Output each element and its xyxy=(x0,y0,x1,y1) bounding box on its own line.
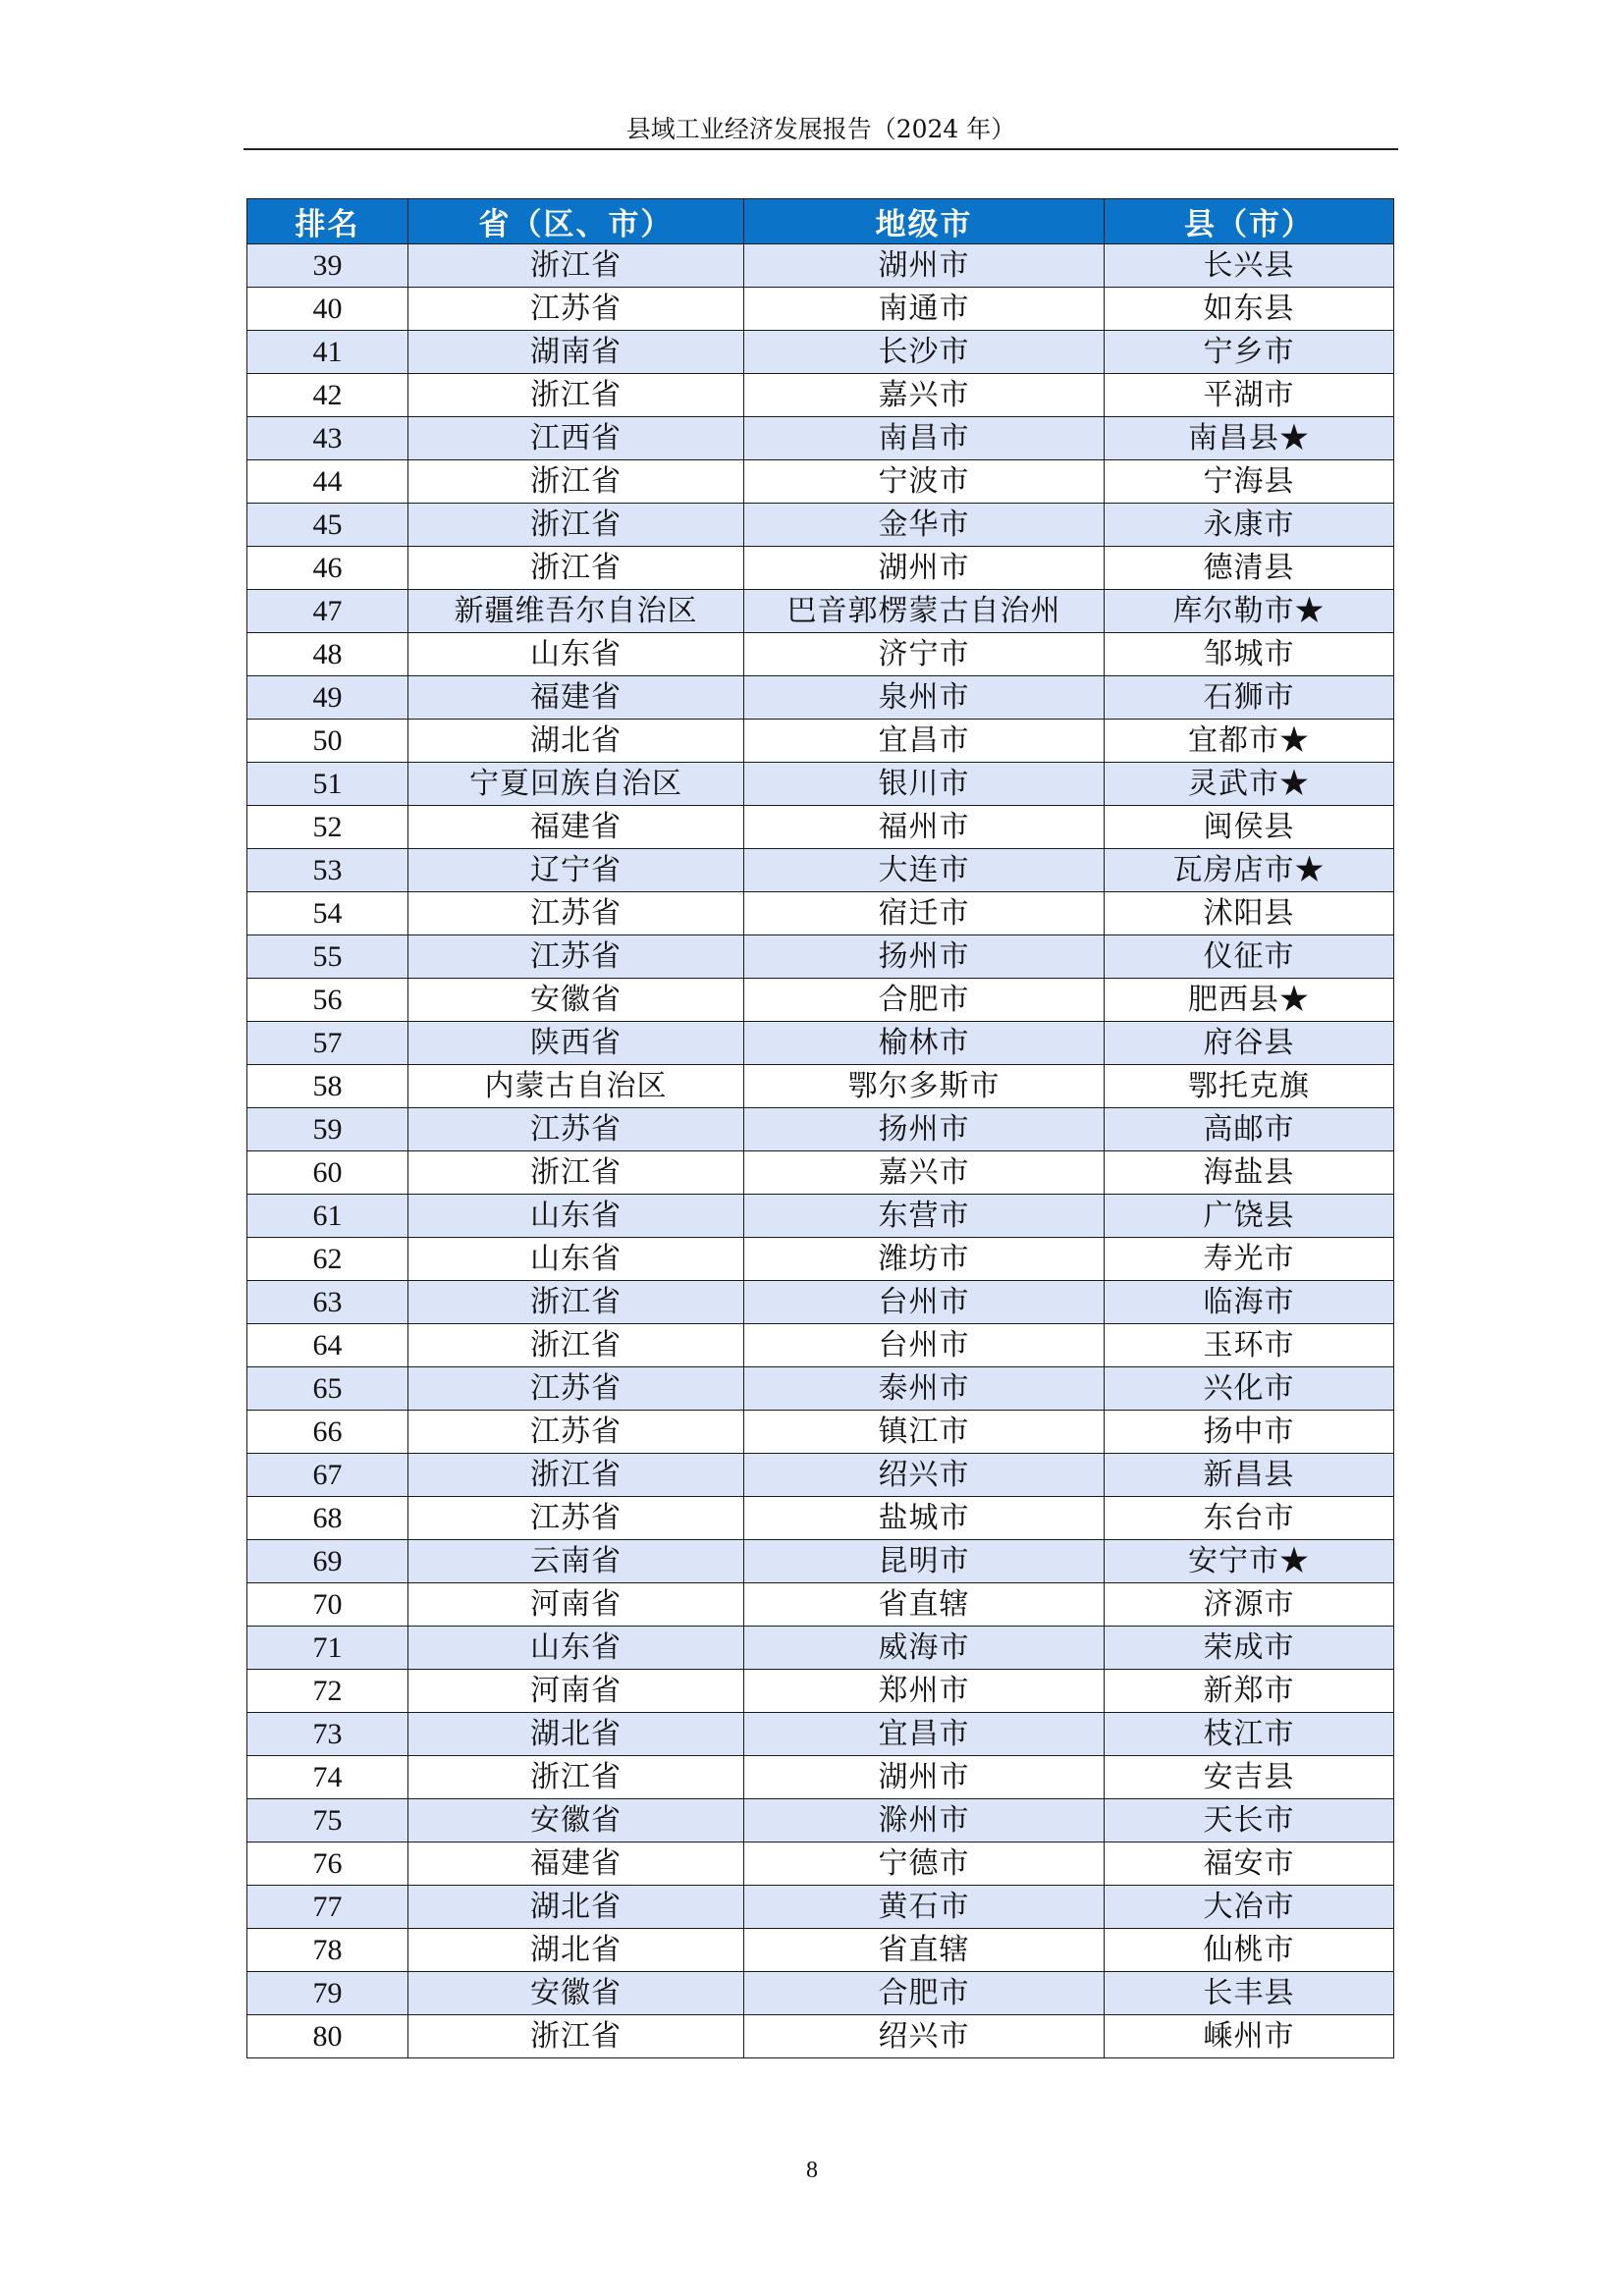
province-cell: 河南省 xyxy=(408,1583,744,1627)
rank-cell: 78 xyxy=(247,1929,408,1972)
table-row xyxy=(247,1540,1394,1583)
prefecture-city-cell: 合肥市 xyxy=(744,979,1105,1022)
table-row xyxy=(247,1842,1394,1886)
province-cell: 江苏省 xyxy=(408,892,744,935)
rank-cell: 41 xyxy=(247,331,408,374)
table-row xyxy=(247,1929,1394,1972)
table-row xyxy=(247,1799,1394,1842)
county-cell: 新郑市 xyxy=(1105,1670,1394,1713)
county-cell: 长丰县 xyxy=(1105,1972,1394,2015)
rank-cell: 72 xyxy=(247,1670,408,1713)
rank-cell: 74 xyxy=(247,1756,408,1799)
prefecture-city-cell: 嘉兴市 xyxy=(744,374,1105,417)
rank-cell: 48 xyxy=(247,633,408,676)
prefecture-city-cell: 银川市 xyxy=(744,763,1105,806)
province-cell: 新疆维吾尔自治区 xyxy=(408,590,744,633)
prefecture-city-cell: 台州市 xyxy=(744,1281,1105,1324)
rank-cell: 60 xyxy=(247,1151,408,1195)
county-cell: 沭阳县 xyxy=(1105,892,1394,935)
table-row xyxy=(247,806,1394,849)
table-row xyxy=(247,1497,1394,1540)
province-cell: 湖南省 xyxy=(408,331,744,374)
prefecture-city-cell: 金华市 xyxy=(744,504,1105,547)
county-cell: 东台市 xyxy=(1105,1497,1394,1540)
table-row xyxy=(247,547,1394,590)
prefecture-city-cell: 郑州市 xyxy=(744,1670,1105,1713)
county-cell: 扬中市 xyxy=(1105,1411,1394,1454)
table-row xyxy=(247,1627,1394,1670)
province-cell: 福建省 xyxy=(408,1842,744,1886)
rank-cell: 56 xyxy=(247,979,408,1022)
prefecture-city-cell: 榆林市 xyxy=(744,1022,1105,1065)
county-cell: 大冶市 xyxy=(1105,1886,1394,1929)
rank-cell: 68 xyxy=(247,1497,408,1540)
prefecture-city-cell: 泰州市 xyxy=(744,1367,1105,1411)
rank-cell: 71 xyxy=(247,1627,408,1670)
county-cell: 府谷县 xyxy=(1105,1022,1394,1065)
table-row xyxy=(247,1195,1394,1238)
province-cell: 湖北省 xyxy=(408,1886,744,1929)
rank-cell: 77 xyxy=(247,1886,408,1929)
table-row xyxy=(247,892,1394,935)
prefecture-city-cell: 省直辖 xyxy=(744,1583,1105,1627)
prefecture-city-cell: 镇江市 xyxy=(744,1411,1105,1454)
rank-cell: 70 xyxy=(247,1583,408,1627)
table-row xyxy=(247,590,1394,633)
province-cell: 湖北省 xyxy=(408,720,744,763)
table-row xyxy=(247,1151,1394,1195)
table-row xyxy=(247,720,1394,763)
province-cell: 江西省 xyxy=(408,417,744,460)
rank-cell: 80 xyxy=(247,2015,408,2058)
rank-cell: 66 xyxy=(247,1411,408,1454)
table-row xyxy=(247,1670,1394,1713)
province-cell: 湖北省 xyxy=(408,1713,744,1756)
county-cell: 天长市 xyxy=(1105,1799,1394,1842)
table-row xyxy=(247,244,1394,288)
province-cell: 安徽省 xyxy=(408,979,744,1022)
county-cell: 闽侯县 xyxy=(1105,806,1394,849)
rank-cell: 47 xyxy=(247,590,408,633)
header-divider xyxy=(244,148,1398,150)
prefecture-city-cell: 绍兴市 xyxy=(744,2015,1105,2058)
county-cell: 宁乡市 xyxy=(1105,331,1394,374)
prefecture-city-cell: 宿迁市 xyxy=(744,892,1105,935)
prefecture-city-cell: 滁州市 xyxy=(744,1799,1105,1842)
province-cell: 江苏省 xyxy=(408,1411,744,1454)
rank-cell: 51 xyxy=(247,763,408,806)
table-row xyxy=(247,1886,1394,1929)
prefecture-city-cell: 湖州市 xyxy=(744,547,1105,590)
province-cell: 安徽省 xyxy=(408,1799,744,1842)
prefecture-city-cell: 昆明市 xyxy=(744,1540,1105,1583)
county-cell: 石狮市 xyxy=(1105,676,1394,720)
table-row xyxy=(247,1367,1394,1411)
rank-cell: 40 xyxy=(247,288,408,331)
province-cell: 山东省 xyxy=(408,1195,744,1238)
rank-cell: 73 xyxy=(247,1713,408,1756)
prefecture-city-cell: 盐城市 xyxy=(744,1497,1105,1540)
county-cell: 玉环市 xyxy=(1105,1324,1394,1367)
prefecture-city-cell: 长沙市 xyxy=(744,331,1105,374)
prefecture-city-cell: 宁德市 xyxy=(744,1842,1105,1886)
table-row xyxy=(247,979,1394,1022)
province-cell: 浙江省 xyxy=(408,504,744,547)
county-cell: 寿光市 xyxy=(1105,1238,1394,1281)
table-row xyxy=(247,849,1394,892)
table-row xyxy=(247,374,1394,417)
prefecture-city-cell: 巴音郭楞蒙古自治州 xyxy=(744,590,1105,633)
province-cell: 浙江省 xyxy=(408,1281,744,1324)
table-row xyxy=(247,1108,1394,1151)
county-cell: 广饶县 xyxy=(1105,1195,1394,1238)
column-header-rank: 排名 xyxy=(247,199,408,244)
province-cell: 江苏省 xyxy=(408,288,744,331)
province-cell: 福建省 xyxy=(408,806,744,849)
prefecture-city-cell: 南通市 xyxy=(744,288,1105,331)
province-cell: 浙江省 xyxy=(408,1454,744,1497)
county-cell: 鄂托克旗 xyxy=(1105,1065,1394,1108)
ranking-table xyxy=(246,198,1394,2058)
province-cell: 江苏省 xyxy=(408,935,744,979)
table-row xyxy=(247,1454,1394,1497)
table-row xyxy=(247,1324,1394,1367)
county-cell: 临海市 xyxy=(1105,1281,1394,1324)
rank-cell: 44 xyxy=(247,460,408,504)
prefecture-city-cell: 台州市 xyxy=(744,1324,1105,1367)
province-cell: 浙江省 xyxy=(408,2015,744,2058)
province-cell: 福建省 xyxy=(408,676,744,720)
table-body xyxy=(247,244,1394,2058)
rank-cell: 49 xyxy=(247,676,408,720)
province-cell: 浙江省 xyxy=(408,374,744,417)
table-row xyxy=(247,2015,1394,2058)
county-cell: 灵武市★ xyxy=(1105,763,1394,806)
table-row xyxy=(247,1972,1394,2015)
page-number: 8 xyxy=(806,2158,818,2183)
rank-cell: 43 xyxy=(247,417,408,460)
rank-cell: 69 xyxy=(247,1540,408,1583)
county-cell: 永康市 xyxy=(1105,504,1394,547)
rank-cell: 67 xyxy=(247,1454,408,1497)
prefecture-city-cell: 南昌市 xyxy=(744,417,1105,460)
rank-cell: 45 xyxy=(247,504,408,547)
province-cell: 浙江省 xyxy=(408,460,744,504)
county-cell: 安宁市★ xyxy=(1105,1540,1394,1583)
province-cell: 内蒙古自治区 xyxy=(408,1065,744,1108)
table-row xyxy=(247,1281,1394,1324)
province-cell: 浙江省 xyxy=(408,547,744,590)
county-cell: 邹城市 xyxy=(1105,633,1394,676)
county-cell: 济源市 xyxy=(1105,1583,1394,1627)
rank-cell: 39 xyxy=(247,244,408,288)
table-row xyxy=(247,1583,1394,1627)
prefecture-city-cell: 潍坊市 xyxy=(744,1238,1105,1281)
table-row xyxy=(247,633,1394,676)
county-cell: 兴化市 xyxy=(1105,1367,1394,1411)
county-cell: 德清县 xyxy=(1105,547,1394,590)
county-cell: 如东县 xyxy=(1105,288,1394,331)
province-cell: 湖北省 xyxy=(408,1929,744,1972)
rank-cell: 64 xyxy=(247,1324,408,1367)
table-row xyxy=(247,1065,1394,1108)
province-cell: 河南省 xyxy=(408,1670,744,1713)
prefecture-city-cell: 绍兴市 xyxy=(744,1454,1105,1497)
rank-cell: 52 xyxy=(247,806,408,849)
column-header-province: 省（区、市） xyxy=(408,199,744,244)
table-row xyxy=(247,1022,1394,1065)
rank-cell: 53 xyxy=(247,849,408,892)
county-cell: 福安市 xyxy=(1105,1842,1394,1886)
county-cell: 枝江市 xyxy=(1105,1713,1394,1756)
province-cell: 宁夏回族自治区 xyxy=(408,763,744,806)
table-row xyxy=(247,460,1394,504)
rank-cell: 65 xyxy=(247,1367,408,1411)
rank-cell: 57 xyxy=(247,1022,408,1065)
page-header-title: 县域工业经济发展报告（2024 年） xyxy=(625,115,1016,143)
table-header xyxy=(247,199,1394,244)
province-cell: 山东省 xyxy=(408,1238,744,1281)
prefecture-city-cell: 东营市 xyxy=(744,1195,1105,1238)
county-cell: 长兴县 xyxy=(1105,244,1394,288)
rank-cell: 54 xyxy=(247,892,408,935)
county-cell: 宜都市★ xyxy=(1105,720,1394,763)
prefecture-city-cell: 省直辖 xyxy=(744,1929,1105,1972)
rank-cell: 55 xyxy=(247,935,408,979)
rank-cell: 79 xyxy=(247,1972,408,2015)
prefecture-city-cell: 福州市 xyxy=(744,806,1105,849)
county-cell: 瓦房店市★ xyxy=(1105,849,1394,892)
county-cell: 肥西县★ xyxy=(1105,979,1394,1022)
prefecture-city-cell: 合肥市 xyxy=(744,1972,1105,2015)
county-cell: 南昌县★ xyxy=(1105,417,1394,460)
county-cell: 安吉县 xyxy=(1105,1756,1394,1799)
rank-cell: 46 xyxy=(247,547,408,590)
rank-cell: 63 xyxy=(247,1281,408,1324)
province-cell: 辽宁省 xyxy=(408,849,744,892)
county-cell: 嵊州市 xyxy=(1105,2015,1394,2058)
province-cell: 云南省 xyxy=(408,1540,744,1583)
table-row xyxy=(247,1238,1394,1281)
prefecture-city-cell: 大连市 xyxy=(744,849,1105,892)
province-cell: 浙江省 xyxy=(408,1756,744,1799)
province-cell: 江苏省 xyxy=(408,1108,744,1151)
county-cell: 库尔勒市★ xyxy=(1105,590,1394,633)
prefecture-city-cell: 湖州市 xyxy=(744,1756,1105,1799)
county-cell: 海盐县 xyxy=(1105,1151,1394,1195)
county-cell: 高邮市 xyxy=(1105,1108,1394,1151)
table-row xyxy=(247,1756,1394,1799)
table-row xyxy=(247,417,1394,460)
province-cell: 浙江省 xyxy=(408,1324,744,1367)
table-row xyxy=(247,504,1394,547)
prefecture-city-cell: 宜昌市 xyxy=(744,1713,1105,1756)
prefecture-city-cell: 宜昌市 xyxy=(744,720,1105,763)
province-cell: 陕西省 xyxy=(408,1022,744,1065)
province-cell: 浙江省 xyxy=(408,1151,744,1195)
table-row xyxy=(247,935,1394,979)
table-row xyxy=(247,763,1394,806)
county-cell: 宁海县 xyxy=(1105,460,1394,504)
table-row xyxy=(247,1713,1394,1756)
rank-cell: 58 xyxy=(247,1065,408,1108)
province-cell: 江苏省 xyxy=(408,1497,744,1540)
table-header-row xyxy=(247,199,1394,244)
prefecture-city-cell: 湖州市 xyxy=(744,244,1105,288)
county-cell: 荣成市 xyxy=(1105,1627,1394,1670)
rank-cell: 42 xyxy=(247,374,408,417)
county-cell: 仙桃市 xyxy=(1105,1929,1394,1972)
column-header-county: 县（市） xyxy=(1105,199,1394,244)
prefecture-city-cell: 泉州市 xyxy=(744,676,1105,720)
county-cell: 新昌县 xyxy=(1105,1454,1394,1497)
rank-cell: 61 xyxy=(247,1195,408,1238)
prefecture-city-cell: 威海市 xyxy=(744,1627,1105,1670)
table-row xyxy=(247,288,1394,331)
prefecture-city-cell: 黄石市 xyxy=(744,1886,1105,1929)
table-row xyxy=(247,1411,1394,1454)
rank-cell: 59 xyxy=(247,1108,408,1151)
table-row xyxy=(247,331,1394,374)
prefecture-city-cell: 扬州市 xyxy=(744,935,1105,979)
province-cell: 浙江省 xyxy=(408,244,744,288)
prefecture-city-cell: 鄂尔多斯市 xyxy=(744,1065,1105,1108)
rank-cell: 62 xyxy=(247,1238,408,1281)
rank-cell: 50 xyxy=(247,720,408,763)
prefecture-city-cell: 宁波市 xyxy=(744,460,1105,504)
rank-cell: 75 xyxy=(247,1799,408,1842)
prefecture-city-cell: 济宁市 xyxy=(744,633,1105,676)
table-row xyxy=(247,676,1394,720)
province-cell: 山东省 xyxy=(408,633,744,676)
province-cell: 江苏省 xyxy=(408,1367,744,1411)
prefecture-city-cell: 扬州市 xyxy=(744,1108,1105,1151)
province-cell: 山东省 xyxy=(408,1627,744,1670)
county-cell: 仪征市 xyxy=(1105,935,1394,979)
rank-cell: 76 xyxy=(247,1842,408,1886)
column-header-prefecture-city: 地级市 xyxy=(744,199,1105,244)
prefecture-city-cell: 嘉兴市 xyxy=(744,1151,1105,1195)
county-cell: 平湖市 xyxy=(1105,374,1394,417)
province-cell: 安徽省 xyxy=(408,1972,744,2015)
